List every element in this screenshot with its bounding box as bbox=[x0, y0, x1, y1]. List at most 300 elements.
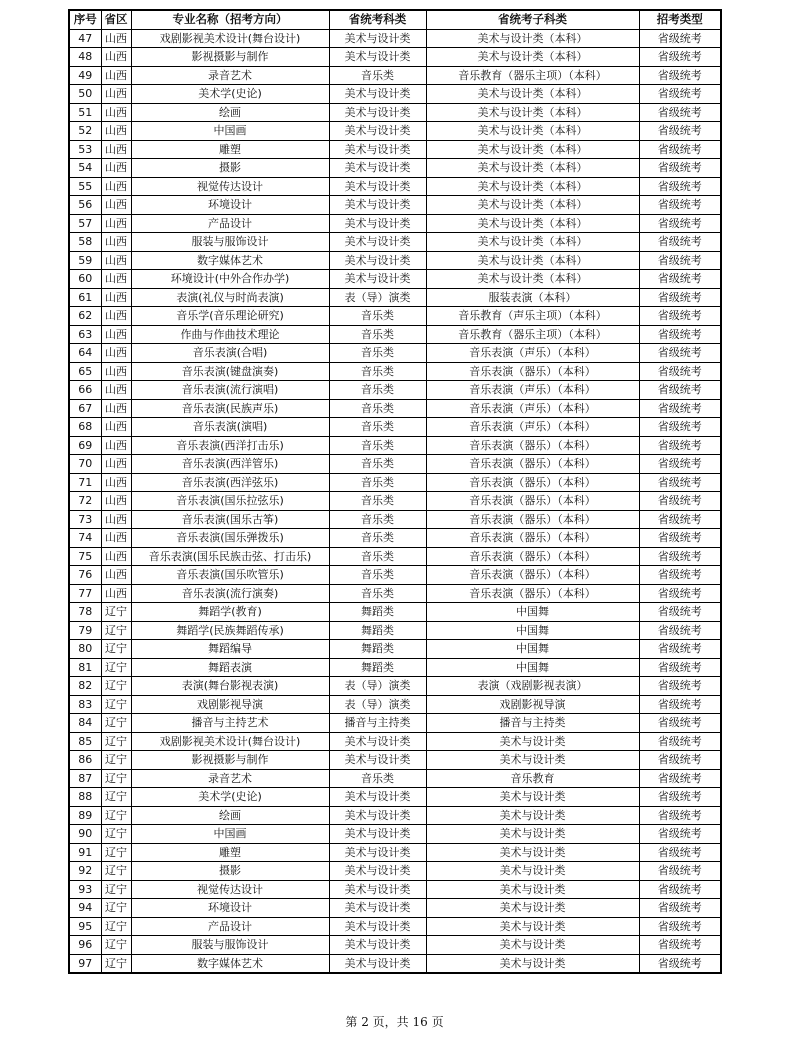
table-row bbox=[69, 103, 721, 122]
row-admission-type: 省级统考 bbox=[639, 843, 721, 862]
row-admission-type: 省级统考 bbox=[639, 159, 721, 178]
row-index: 84 bbox=[69, 714, 101, 733]
row-admission-type: 省级统考 bbox=[639, 880, 721, 899]
row-exam-category: 舞蹈类 bbox=[329, 621, 426, 640]
table-row bbox=[69, 529, 721, 548]
row-province: 辽宁 bbox=[101, 751, 131, 770]
row-admission-type: 省级统考 bbox=[639, 251, 721, 270]
row-admission-type: 省级统考 bbox=[639, 399, 721, 418]
row-exam-category: 美术与设计类 bbox=[329, 843, 426, 862]
table-row bbox=[69, 362, 721, 381]
row-exam-subcategory: 音乐表演（器乐）（本科） bbox=[426, 566, 639, 585]
row-admission-type: 省级统考 bbox=[639, 140, 721, 159]
row-exam-category: 音乐类 bbox=[329, 436, 426, 455]
row-exam-category: 音乐类 bbox=[329, 307, 426, 326]
row-exam-category: 美术与设计类 bbox=[329, 29, 426, 48]
row-province: 山西 bbox=[101, 140, 131, 159]
row-index: 50 bbox=[69, 85, 101, 104]
table-row bbox=[69, 566, 721, 585]
row-exam-subcategory: 美术与设计类（本科） bbox=[426, 251, 639, 270]
row-index: 60 bbox=[69, 270, 101, 289]
row-exam-subcategory: 表演（戏剧影视表演） bbox=[426, 677, 639, 696]
row-index: 90 bbox=[69, 825, 101, 844]
table-row bbox=[69, 196, 721, 215]
row-index: 73 bbox=[69, 510, 101, 529]
row-exam-category: 表（导）演类 bbox=[329, 695, 426, 714]
row-exam-subcategory: 美术与设计类（本科） bbox=[426, 140, 639, 159]
table-row bbox=[69, 455, 721, 474]
table-row bbox=[69, 621, 721, 640]
row-exam-subcategory: 美术与设计类（本科） bbox=[426, 29, 639, 48]
table-row bbox=[69, 769, 721, 788]
row-exam-subcategory: 音乐表演（器乐）（本科） bbox=[426, 529, 639, 548]
column-header-exam-subcategory: 省统考子科类 bbox=[426, 10, 639, 29]
row-province: 辽宁 bbox=[101, 621, 131, 640]
row-exam-category: 美术与设计类 bbox=[329, 732, 426, 751]
table-row bbox=[69, 954, 721, 973]
row-index: 95 bbox=[69, 917, 101, 936]
row-admission-type: 省级统考 bbox=[639, 233, 721, 252]
row-major: 音乐表演(国乐拉弦乐) bbox=[131, 492, 329, 511]
row-exam-subcategory: 音乐表演（器乐）（本科） bbox=[426, 547, 639, 566]
row-index: 53 bbox=[69, 140, 101, 159]
row-province: 山西 bbox=[101, 251, 131, 270]
row-exam-category: 音乐类 bbox=[329, 473, 426, 492]
row-exam-subcategory: 音乐表演（器乐）（本科） bbox=[426, 492, 639, 511]
row-exam-subcategory: 音乐教育（声乐主项）（本科） bbox=[426, 307, 639, 326]
row-major: 雕塑 bbox=[131, 140, 329, 159]
row-exam-category: 舞蹈类 bbox=[329, 658, 426, 677]
row-exam-subcategory: 美术与设计类（本科） bbox=[426, 270, 639, 289]
row-major: 影视摄影与制作 bbox=[131, 48, 329, 67]
row-exam-category: 美术与设计类 bbox=[329, 862, 426, 881]
row-exam-subcategory: 中国舞 bbox=[426, 621, 639, 640]
row-exam-category: 美术与设计类 bbox=[329, 48, 426, 67]
row-index: 69 bbox=[69, 436, 101, 455]
row-index: 59 bbox=[69, 251, 101, 270]
row-exam-subcategory: 美术与设计类 bbox=[426, 954, 639, 973]
row-province: 山西 bbox=[101, 381, 131, 400]
row-admission-type: 省级统考 bbox=[639, 566, 721, 585]
column-header-index: 序号 bbox=[69, 10, 101, 29]
row-index: 71 bbox=[69, 473, 101, 492]
row-province: 山西 bbox=[101, 103, 131, 122]
row-exam-category: 表（导）演类 bbox=[329, 288, 426, 307]
column-header-province: 省区 bbox=[101, 10, 131, 29]
row-exam-category: 舞蹈类 bbox=[329, 603, 426, 622]
table-row bbox=[69, 418, 721, 437]
table-row bbox=[69, 177, 721, 196]
row-index: 66 bbox=[69, 381, 101, 400]
row-exam-subcategory: 音乐表演（器乐）（本科） bbox=[426, 584, 639, 603]
row-admission-type: 省级统考 bbox=[639, 510, 721, 529]
row-admission-type: 省级统考 bbox=[639, 714, 721, 733]
row-province: 山西 bbox=[101, 584, 131, 603]
table-row bbox=[69, 399, 721, 418]
table-row bbox=[69, 325, 721, 344]
row-exam-subcategory: 美术与设计类 bbox=[426, 751, 639, 770]
table-row bbox=[69, 140, 721, 159]
row-major: 服装与服饰设计 bbox=[131, 936, 329, 955]
row-province: 山西 bbox=[101, 288, 131, 307]
row-index: 48 bbox=[69, 48, 101, 67]
row-exam-category: 美术与设计类 bbox=[329, 177, 426, 196]
table-row bbox=[69, 492, 721, 511]
row-exam-category: 音乐类 bbox=[329, 529, 426, 548]
row-major: 舞蹈编导 bbox=[131, 640, 329, 659]
row-province: 辽宁 bbox=[101, 862, 131, 881]
row-province: 辽宁 bbox=[101, 917, 131, 936]
page-footer: 第 2 页，共 16 页 bbox=[345, 1015, 444, 1029]
row-exam-category: 音乐类 bbox=[329, 547, 426, 566]
row-province: 辽宁 bbox=[101, 806, 131, 825]
row-index: 54 bbox=[69, 159, 101, 178]
row-index: 74 bbox=[69, 529, 101, 548]
row-province: 山西 bbox=[101, 325, 131, 344]
row-index: 94 bbox=[69, 899, 101, 918]
row-exam-subcategory: 美术与设计类 bbox=[426, 936, 639, 955]
table-row bbox=[69, 436, 721, 455]
table-row bbox=[69, 640, 721, 659]
row-exam-category: 音乐类 bbox=[329, 66, 426, 85]
row-admission-type: 省级统考 bbox=[639, 307, 721, 326]
row-exam-category: 美术与设计类 bbox=[329, 159, 426, 178]
table-header-row bbox=[69, 10, 721, 29]
row-index: 92 bbox=[69, 862, 101, 881]
row-province: 山西 bbox=[101, 270, 131, 289]
row-major: 录音艺术 bbox=[131, 769, 329, 788]
table-row bbox=[69, 307, 721, 326]
row-admission-type: 省级统考 bbox=[639, 677, 721, 696]
row-major: 作曲与作曲技术理论 bbox=[131, 325, 329, 344]
row-index: 91 bbox=[69, 843, 101, 862]
row-exam-subcategory: 音乐表演（声乐）（本科） bbox=[426, 399, 639, 418]
row-admission-type: 省级统考 bbox=[639, 492, 721, 511]
row-province: 辽宁 bbox=[101, 769, 131, 788]
table-row bbox=[69, 122, 721, 141]
row-exam-category: 美术与设计类 bbox=[329, 788, 426, 807]
row-exam-subcategory: 音乐表演（器乐）（本科） bbox=[426, 436, 639, 455]
row-province: 辽宁 bbox=[101, 677, 131, 696]
row-index: 79 bbox=[69, 621, 101, 640]
row-index: 75 bbox=[69, 547, 101, 566]
row-exam-category: 音乐类 bbox=[329, 510, 426, 529]
row-major: 产品设计 bbox=[131, 214, 329, 233]
row-major: 音乐学(音乐理论研究) bbox=[131, 307, 329, 326]
row-exam-subcategory: 中国舞 bbox=[426, 603, 639, 622]
row-province: 山西 bbox=[101, 399, 131, 418]
row-index: 51 bbox=[69, 103, 101, 122]
table-row bbox=[69, 233, 721, 252]
column-header-admission-type: 招考类型 bbox=[639, 10, 721, 29]
row-major: 音乐表演(键盘演奏) bbox=[131, 362, 329, 381]
row-major: 舞蹈学(教育) bbox=[131, 603, 329, 622]
row-index: 88 bbox=[69, 788, 101, 807]
row-index: 61 bbox=[69, 288, 101, 307]
row-exam-category: 美术与设计类 bbox=[329, 954, 426, 973]
table-row bbox=[69, 658, 721, 677]
row-admission-type: 省级统考 bbox=[639, 29, 721, 48]
row-exam-category: 美术与设计类 bbox=[329, 233, 426, 252]
row-major: 戏剧影视美术设计(舞台设计) bbox=[131, 732, 329, 751]
row-major: 音乐表演(合唱) bbox=[131, 344, 329, 363]
row-province: 山西 bbox=[101, 436, 131, 455]
table-row bbox=[69, 788, 721, 807]
row-major: 音乐表演(民族声乐) bbox=[131, 399, 329, 418]
row-province: 辽宁 bbox=[101, 788, 131, 807]
row-major: 美术学(史论) bbox=[131, 788, 329, 807]
row-exam-category: 美术与设计类 bbox=[329, 270, 426, 289]
row-admission-type: 省级统考 bbox=[639, 381, 721, 400]
row-major: 表演(舞台影视表演) bbox=[131, 677, 329, 696]
row-province: 辽宁 bbox=[101, 936, 131, 955]
row-exam-subcategory: 音乐教育（器乐主项）（本科） bbox=[426, 66, 639, 85]
row-admission-type: 省级统考 bbox=[639, 658, 721, 677]
row-major: 绘画 bbox=[131, 806, 329, 825]
row-exam-subcategory: 音乐表演（器乐）（本科） bbox=[426, 510, 639, 529]
row-admission-type: 省级统考 bbox=[639, 936, 721, 955]
row-index: 55 bbox=[69, 177, 101, 196]
table-row bbox=[69, 214, 721, 233]
row-exam-subcategory: 美术与设计类（本科） bbox=[426, 48, 639, 67]
table-row bbox=[69, 29, 721, 48]
row-exam-subcategory: 中国舞 bbox=[426, 658, 639, 677]
row-exam-category: 美术与设计类 bbox=[329, 85, 426, 104]
row-province: 山西 bbox=[101, 48, 131, 67]
table-row bbox=[69, 843, 721, 862]
row-major: 舞蹈学(民族舞蹈传承) bbox=[131, 621, 329, 640]
row-major: 环境设计 bbox=[131, 899, 329, 918]
row-exam-category: 美术与设计类 bbox=[329, 880, 426, 899]
row-admission-type: 省级统考 bbox=[639, 547, 721, 566]
row-exam-subcategory: 服装表演（本科） bbox=[426, 288, 639, 307]
row-admission-type: 省级统考 bbox=[639, 436, 721, 455]
row-admission-type: 省级统考 bbox=[639, 177, 721, 196]
row-admission-type: 省级统考 bbox=[639, 270, 721, 289]
row-index: 89 bbox=[69, 806, 101, 825]
row-exam-category: 美术与设计类 bbox=[329, 936, 426, 955]
row-admission-type: 省级统考 bbox=[639, 732, 721, 751]
table-row bbox=[69, 344, 721, 363]
row-index: 52 bbox=[69, 122, 101, 141]
row-major: 播音与主持艺术 bbox=[131, 714, 329, 733]
row-major: 环境设计(中外合作办学) bbox=[131, 270, 329, 289]
row-major: 产品设计 bbox=[131, 917, 329, 936]
row-major: 中国画 bbox=[131, 825, 329, 844]
row-index: 56 bbox=[69, 196, 101, 215]
row-major: 雕塑 bbox=[131, 843, 329, 862]
table-row bbox=[69, 66, 721, 85]
table-row bbox=[69, 251, 721, 270]
row-major: 戏剧影视导演 bbox=[131, 695, 329, 714]
row-exam-category: 音乐类 bbox=[329, 381, 426, 400]
row-exam-subcategory: 美术与设计类 bbox=[426, 917, 639, 936]
row-major: 影视摄影与制作 bbox=[131, 751, 329, 770]
row-province: 山西 bbox=[101, 177, 131, 196]
enrollment-table bbox=[68, 9, 722, 974]
table-row bbox=[69, 714, 721, 733]
row-index: 82 bbox=[69, 677, 101, 696]
row-major: 音乐表演(演唱) bbox=[131, 418, 329, 437]
row-admission-type: 省级统考 bbox=[639, 473, 721, 492]
row-major: 音乐表演(流行演唱) bbox=[131, 381, 329, 400]
table-row bbox=[69, 584, 721, 603]
table-row bbox=[69, 825, 721, 844]
row-exam-subcategory: 美术与设计类 bbox=[426, 825, 639, 844]
row-exam-subcategory: 美术与设计类（本科） bbox=[426, 103, 639, 122]
row-exam-category: 美术与设计类 bbox=[329, 103, 426, 122]
row-major: 中国画 bbox=[131, 122, 329, 141]
row-admission-type: 省级统考 bbox=[639, 85, 721, 104]
row-major: 摄影 bbox=[131, 159, 329, 178]
row-major: 数字媒体艺术 bbox=[131, 251, 329, 270]
row-major: 视觉传达设计 bbox=[131, 177, 329, 196]
row-major: 视觉传达设计 bbox=[131, 880, 329, 899]
row-admission-type: 省级统考 bbox=[639, 48, 721, 67]
table-row bbox=[69, 48, 721, 67]
row-index: 87 bbox=[69, 769, 101, 788]
row-exam-subcategory: 音乐表演（声乐）（本科） bbox=[426, 381, 639, 400]
row-index: 81 bbox=[69, 658, 101, 677]
row-province: 山西 bbox=[101, 566, 131, 585]
row-province: 辽宁 bbox=[101, 899, 131, 918]
row-exam-subcategory: 戏剧影视导演 bbox=[426, 695, 639, 714]
row-province: 辽宁 bbox=[101, 732, 131, 751]
row-admission-type: 省级统考 bbox=[639, 899, 721, 918]
row-admission-type: 省级统考 bbox=[639, 862, 721, 881]
row-exam-subcategory: 音乐表演（器乐）（本科） bbox=[426, 455, 639, 474]
row-admission-type: 省级统考 bbox=[639, 917, 721, 936]
row-index: 58 bbox=[69, 233, 101, 252]
row-major: 音乐表演(西洋弦乐) bbox=[131, 473, 329, 492]
row-province: 山西 bbox=[101, 29, 131, 48]
row-province: 辽宁 bbox=[101, 880, 131, 899]
row-admission-type: 省级统考 bbox=[639, 529, 721, 548]
row-province: 辽宁 bbox=[101, 695, 131, 714]
row-province: 山西 bbox=[101, 344, 131, 363]
row-admission-type: 省级统考 bbox=[639, 640, 721, 659]
row-province: 辽宁 bbox=[101, 640, 131, 659]
table-row bbox=[69, 732, 721, 751]
row-province: 山西 bbox=[101, 66, 131, 85]
row-major: 摄影 bbox=[131, 862, 329, 881]
row-major: 音乐表演(西洋管乐) bbox=[131, 455, 329, 474]
row-province: 山西 bbox=[101, 214, 131, 233]
row-major: 音乐表演(国乐弹拨乐) bbox=[131, 529, 329, 548]
row-province: 山西 bbox=[101, 196, 131, 215]
table-row bbox=[69, 381, 721, 400]
row-exam-subcategory: 美术与设计类 bbox=[426, 899, 639, 918]
row-admission-type: 省级统考 bbox=[639, 806, 721, 825]
row-index: 67 bbox=[69, 399, 101, 418]
row-major: 音乐表演(流行演奏) bbox=[131, 584, 329, 603]
row-province: 山西 bbox=[101, 547, 131, 566]
row-province: 山西 bbox=[101, 233, 131, 252]
table-row bbox=[69, 547, 721, 566]
row-exam-category: 播音与主持类 bbox=[329, 714, 426, 733]
table-row bbox=[69, 159, 721, 178]
row-major: 服装与服饰设计 bbox=[131, 233, 329, 252]
row-province: 辽宁 bbox=[101, 825, 131, 844]
row-major: 音乐表演(国乐古筝) bbox=[131, 510, 329, 529]
table-row bbox=[69, 85, 721, 104]
row-admission-type: 省级统考 bbox=[639, 325, 721, 344]
row-index: 70 bbox=[69, 455, 101, 474]
row-exam-subcategory: 美术与设计类（本科） bbox=[426, 233, 639, 252]
row-major: 戏剧影视美术设计(舞台设计) bbox=[131, 29, 329, 48]
table-row bbox=[69, 862, 721, 881]
row-province: 山西 bbox=[101, 510, 131, 529]
table-row bbox=[69, 936, 721, 955]
row-exam-subcategory: 美术与设计类（本科） bbox=[426, 122, 639, 141]
table-row bbox=[69, 603, 721, 622]
row-province: 辽宁 bbox=[101, 714, 131, 733]
row-index: 65 bbox=[69, 362, 101, 381]
row-index: 77 bbox=[69, 584, 101, 603]
row-major: 音乐表演(国乐吹管乐) bbox=[131, 566, 329, 585]
row-province: 山西 bbox=[101, 307, 131, 326]
row-exam-subcategory: 美术与设计类 bbox=[426, 862, 639, 881]
row-index: 76 bbox=[69, 566, 101, 585]
row-province: 辽宁 bbox=[101, 603, 131, 622]
row-major: 舞蹈表演 bbox=[131, 658, 329, 677]
row-index: 97 bbox=[69, 954, 101, 973]
row-exam-category: 美术与设计类 bbox=[329, 140, 426, 159]
row-admission-type: 省级统考 bbox=[639, 196, 721, 215]
row-exam-subcategory: 美术与设计类（本科） bbox=[426, 214, 639, 233]
table-body bbox=[69, 29, 721, 973]
table-row bbox=[69, 473, 721, 492]
row-index: 93 bbox=[69, 880, 101, 899]
row-exam-category: 美术与设计类 bbox=[329, 825, 426, 844]
row-exam-category: 音乐类 bbox=[329, 362, 426, 381]
row-exam-subcategory: 音乐表演（声乐）（本科） bbox=[426, 418, 639, 437]
row-major: 录音艺术 bbox=[131, 66, 329, 85]
row-province: 山西 bbox=[101, 455, 131, 474]
row-index: 80 bbox=[69, 640, 101, 659]
row-exam-subcategory: 美术与设计类 bbox=[426, 732, 639, 751]
row-exam-category: 音乐类 bbox=[329, 584, 426, 603]
row-exam-subcategory: 音乐教育（器乐主项）（本科） bbox=[426, 325, 639, 344]
row-index: 63 bbox=[69, 325, 101, 344]
row-major: 音乐表演(西洋打击乐) bbox=[131, 436, 329, 455]
row-admission-type: 省级统考 bbox=[639, 584, 721, 603]
row-exam-subcategory: 美术与设计类（本科） bbox=[426, 177, 639, 196]
row-major: 环境设计 bbox=[131, 196, 329, 215]
table-row bbox=[69, 510, 721, 529]
row-exam-category: 美术与设计类 bbox=[329, 899, 426, 918]
row-index: 96 bbox=[69, 936, 101, 955]
row-exam-category: 音乐类 bbox=[329, 418, 426, 437]
row-admission-type: 省级统考 bbox=[639, 214, 721, 233]
row-province: 山西 bbox=[101, 418, 131, 437]
row-major: 数字媒体艺术 bbox=[131, 954, 329, 973]
table-row bbox=[69, 695, 721, 714]
table-row bbox=[69, 899, 721, 918]
row-exam-subcategory: 音乐表演（器乐）（本科） bbox=[426, 473, 639, 492]
row-exam-category: 美术与设计类 bbox=[329, 806, 426, 825]
row-exam-category: 美术与设计类 bbox=[329, 917, 426, 936]
row-exam-category: 美术与设计类 bbox=[329, 751, 426, 770]
row-admission-type: 省级统考 bbox=[639, 103, 721, 122]
row-index: 72 bbox=[69, 492, 101, 511]
row-exam-subcategory: 美术与设计类（本科） bbox=[426, 85, 639, 104]
row-province: 辽宁 bbox=[101, 954, 131, 973]
row-index: 86 bbox=[69, 751, 101, 770]
row-exam-category: 音乐类 bbox=[329, 769, 426, 788]
row-province: 山西 bbox=[101, 159, 131, 178]
row-index: 47 bbox=[69, 29, 101, 48]
